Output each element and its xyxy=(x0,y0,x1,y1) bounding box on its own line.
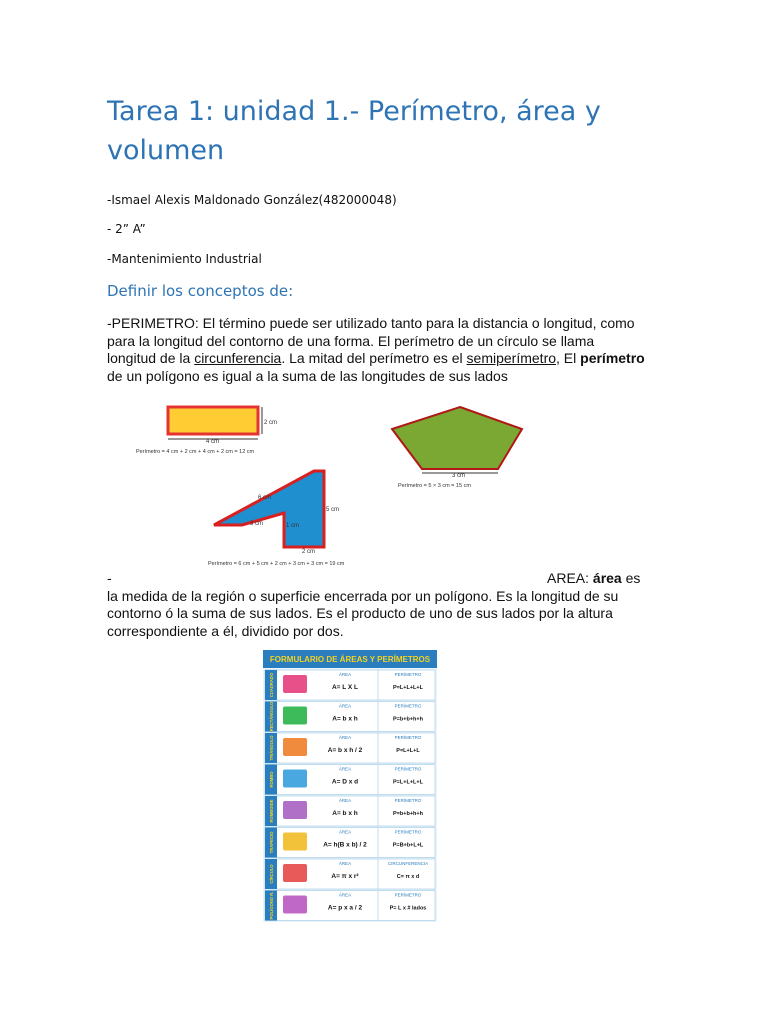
area-header: ÁREA xyxy=(338,735,352,740)
area-header: ÁREA xyxy=(338,703,352,709)
formula-shape-icon xyxy=(283,896,307,914)
polygon-label-c: 3 cm xyxy=(250,521,264,527)
perimetro-text: de un polígono es igual a la suma de las longitudes de sus lados xyxy=(107,367,508,384)
perimeter-header: PERÍMETRO xyxy=(394,735,422,740)
area-formula: A= p x a / 2 xyxy=(327,904,363,912)
formula-shape-icon xyxy=(283,864,307,882)
formula-row-name: RECTÁNGULO xyxy=(269,701,274,732)
area-header: ÁREA xyxy=(338,798,352,803)
perimeter-formula: P=L+L+L xyxy=(396,748,420,754)
rectangle-figure xyxy=(168,407,258,434)
perimeter-header: CIRCUNFERENCIA xyxy=(387,861,429,866)
formulario-poster xyxy=(263,650,437,922)
perimetro-text: El término puede ser utilizado tanto para la distancia o longitud, como para la longitud del contorno de una forma. El perímetro de un círculo se llama longitud de la xyxy=(107,315,635,366)
irregular-polygon-figure xyxy=(214,471,324,547)
perimeter-formula: P=B+b+L+L xyxy=(392,842,424,849)
formula-shape-icon xyxy=(283,801,307,819)
career-line: -Mantenimiento Industrial xyxy=(107,252,262,266)
polygon-label-a: 6 cm xyxy=(258,495,272,501)
area-bold: área xyxy=(592,570,622,586)
circunferencia-link[interactable]: circunferencia xyxy=(194,350,282,366)
pentagon-figure xyxy=(392,407,522,469)
rectangle-base-label: 4 cm xyxy=(206,439,220,445)
perimetro-bold: perímetro xyxy=(580,350,645,366)
rectangle-formula: Perímetro = 4 cm + 2 cm + 4 cm + 2 cm = 12 cm xyxy=(136,449,255,455)
area-header: ÁREA xyxy=(338,861,352,866)
polygon-formula: Perímetro = 6 cm + 5 cm + 2 cm + 3 cm + 3 cm = 19 cm xyxy=(208,561,345,567)
polygon-label-d: 1 cm xyxy=(286,523,300,529)
perimeter-formula: P=b+b+h+h xyxy=(393,716,423,723)
perimetro-text: . La mitad del perímetro es el xyxy=(281,350,467,366)
perimeter-formula: P=b+b+h+h xyxy=(393,811,423,817)
perimeter-header: PERÍMETRO xyxy=(394,829,422,835)
semiperimetro-link[interactable]: semiperímetro xyxy=(466,350,557,366)
perimeter-figures xyxy=(130,395,650,570)
group-line: - 2” A” xyxy=(107,222,146,236)
perimetro-text: , El xyxy=(556,350,581,366)
formula-row-name: CUADRADO xyxy=(269,672,274,698)
area-header: ÁREA xyxy=(338,672,352,677)
area-header: ÁREA xyxy=(338,766,352,772)
area-text: es la medida de la región o superficie encerrada por un polígono. Es la longitud de su contorno ó la suma de sus lados. Es el producto de uno de sus lados por la altura correspondiente a él, dividido por dos. xyxy=(107,570,641,639)
area-formula: A= h(B x b) / 2 xyxy=(323,841,367,849)
perimeter-formula: P= L x # lados xyxy=(389,905,427,912)
area-label: AREA: xyxy=(547,570,593,586)
area-dash: - xyxy=(107,570,112,586)
perimeter-formula: P=L+L+L+L xyxy=(393,779,423,786)
pentagon-formula: Perímetro = 5 × 3 cm = 15 cm xyxy=(398,483,471,489)
rectangle-side-label: 2 cm xyxy=(264,420,278,426)
polygon-label-e: 2 cm xyxy=(302,549,316,555)
perimeter-header: PERÍMETRO xyxy=(394,672,422,677)
perimeter-header: PERÍMETRO xyxy=(394,766,422,772)
perimeter-formula: P=L+L+L+L xyxy=(393,685,423,691)
area-paragraph xyxy=(107,570,647,640)
area-formula: A= π x r² xyxy=(331,873,359,880)
formula-row-name: TRAPECIO xyxy=(269,831,274,854)
area-formula: A= b x h / 2 xyxy=(327,747,363,754)
perimetro-label: -PERIMETRO: xyxy=(107,315,203,331)
polygon-label-b: 5 cm xyxy=(326,507,340,513)
area-formula: A= L X L xyxy=(331,684,359,691)
formula-shape-icon xyxy=(283,707,307,725)
perimeter-header: PERÍMETRO xyxy=(394,892,422,898)
formula-shape-icon xyxy=(283,738,307,756)
perimeter-formula: C= π x d xyxy=(396,874,420,880)
author-line: -Ismael Alexis Maldonado González(482000048) xyxy=(107,193,397,207)
perimeter-header: PERÍMETRO xyxy=(394,798,422,803)
poster-title: FORMULARIO DE ÁREAS Y PERÍMETROS xyxy=(269,655,431,664)
perimetro-paragraph xyxy=(107,315,647,385)
area-formula: A= b x h xyxy=(332,810,358,817)
area-header: ÁREA xyxy=(338,829,352,835)
section-heading: Definir los conceptos de: xyxy=(107,282,294,300)
pentagon-side-label: 3 cm xyxy=(452,473,466,479)
formula-row-name: POLÍGONO R. xyxy=(269,891,274,920)
area-header: ÁREA xyxy=(338,892,352,898)
formula-shape-icon xyxy=(283,770,307,788)
perimeter-header: PERÍMETRO xyxy=(394,703,422,709)
formula-shape-icon xyxy=(283,675,307,693)
area-formula: A= b x h xyxy=(332,715,358,723)
formula-row-name: ROMBO xyxy=(269,771,274,788)
document-title: Tarea 1: unidad 1.- Perímetro, área y volumen xyxy=(107,96,601,166)
formula-row-name: CÍRCULO xyxy=(269,864,274,884)
formula-row-name: ROMBOIDE xyxy=(269,799,274,823)
formula-shape-icon xyxy=(283,833,307,851)
formula-row-name: TRIÁNGULO xyxy=(269,735,274,761)
area-formula: A= D x d xyxy=(331,778,359,786)
